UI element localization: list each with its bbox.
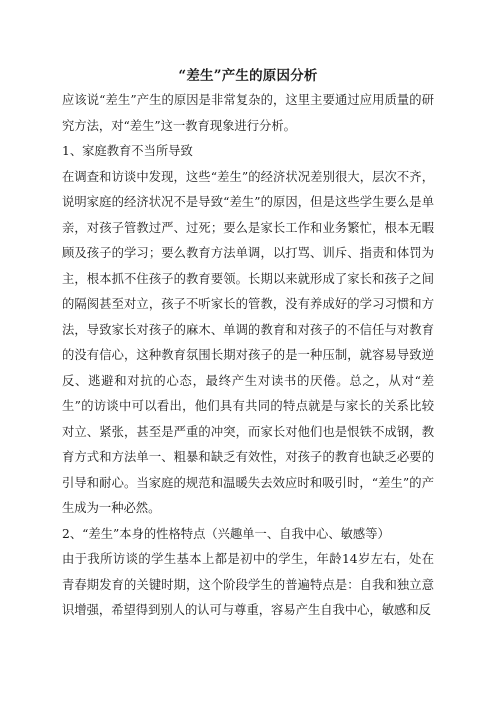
document-body: [62, 88, 434, 624]
section-heading-personality: 2、“差生”本身的性格特点（兴趣单一、自我中心、敏感等）: [62, 526, 390, 541]
personality-paragraph: 由于我所访谈的学生基本上都是初中的学生，年龄14岁左右，处在青春期发育的关键时期，这个阶段学生的普遍特点是：自我和独立意识增强，希望得到别人的认可与尊重，容易产生自我中心，敏感和反: [62, 552, 434, 617]
family-education-paragraph: 在调查和访谈中发现，这些“差生”的经济状况差别很大，层次不齐，说明家庭的经济状况不是导致“差生”的原因，但是这些学生要么是单亲，对孩子管教过严、过死；要么是家长工作和业务繁忙，根本无暇顾及孩子的学习；要么教育方法单调，以打骂、训斥、指责和体罚为主，根本抓不住孩子的教育要领。长期以来就形成了家长和孩子之间的隔阂甚至对立，孩子不听家长的管教，没有养成好的学习习惯和方法，导致家长对孩子的麻木、单调的教育和对孩子的不信任与对教育的没有信心，这种教育氛围长期对孩子的是一种压制，就容易导致逆反、逃避和对抗的心态，最终产生对读书的厌倦。总之，从对“差生”的访谈中可以看出，他们具有共同的特点就是与家长的关系比较对立、紧张，甚至是严重的冲突，而家长对他们也是恨铁不成钢，教育方式和方法单一、粗暴和缺乏有效性，对孩子的教育也缺乏必要的引导和耐心。当家庭的规范和温暖失去效应时和吸引时，“差生”的产生成为一种必然。: [62, 169, 434, 515]
intro-paragraph: 应该说“差生”产生的原因是非常复杂的，这里主要通过应用质量的研究方法，对“差生”这一教育现象进行分析。: [62, 93, 434, 133]
document-title: “差生”产生的原因分析: [178, 68, 318, 84]
section-heading-family-education: 1、家庭教育不当所导致: [62, 144, 193, 158]
